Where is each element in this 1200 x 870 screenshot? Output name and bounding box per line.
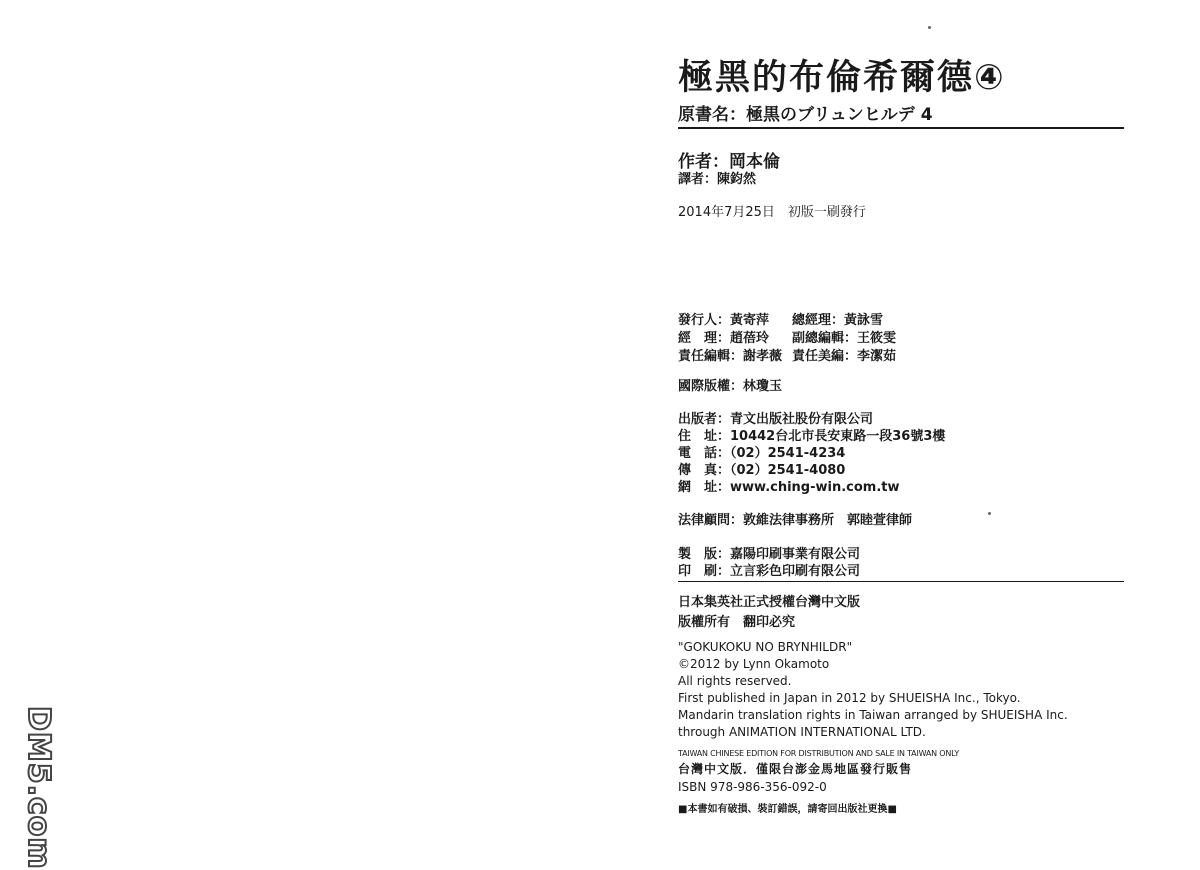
staff-left: 責任編輯：謝孝薇: [678, 349, 783, 364]
printing-info: [678, 543, 978, 577]
distribution-english: TAIWAN CHINESE EDITION FOR DISTRIBUTION AND SALE IN TAIWAN ONLY: [678, 749, 960, 758]
publisher-website: 網 址：www.ching-win.com.tw: [678, 480, 900, 495]
staff-right: 責任美編：李潔茹: [792, 349, 897, 364]
publisher-info: [678, 408, 978, 493]
english-credits: [678, 640, 1124, 742]
book-title: 極黑的布倫希爾德④: [678, 58, 1006, 98]
staff-credits: [678, 309, 978, 363]
publisher-name: 出版者：青文出版社股份有限公司: [678, 412, 874, 427]
staff-left: 發行人：黃寄萍: [678, 313, 770, 328]
damage-notice: ■本書如有破損、裝訂錯誤，請寄回出版社更換■: [678, 804, 897, 815]
staff-row: [678, 345, 978, 363]
copyright-line: 版權所有 翻印必究: [678, 615, 796, 630]
agency: through ANIMATION INTERNATIONAL LTD.: [678, 725, 926, 739]
publisher-address: 住 址：10442台北市長安東路一段36號3樓: [678, 429, 946, 444]
scan-speck: [988, 512, 991, 515]
staff-right: 副總編輯：王筱雯: [792, 331, 897, 346]
publisher-fax: 傳 真：（02）2541-4080: [678, 463, 846, 478]
watermark-text: DM5.com: [21, 706, 56, 870]
legal-advisor: 法律顧問：敦維法律事務所 郭睦萱律師: [678, 513, 913, 528]
authorization-notice: [678, 591, 978, 631]
staff-row: [678, 327, 978, 345]
copyright-holder: ©2012 by Lynn Okamoto: [678, 657, 830, 671]
original-title: 原書名：極黒のブリュンヒルデ 4: [678, 105, 933, 125]
section-divider: [678, 581, 1124, 582]
license-line: 日本集英社正式授權台灣中文版: [678, 595, 861, 610]
title-divider: [678, 127, 1124, 129]
staff-left: 經 理：趙蓓玲: [678, 331, 770, 346]
distribution-chinese: 台灣中文版．僅限台澎金馬地區發行販售: [678, 762, 913, 776]
original-work-title: "GOKUKOKU NO BRYNHILDR": [678, 640, 853, 654]
staff-right: 總經理：黃詠雪: [792, 313, 884, 328]
staff-row: [678, 309, 978, 327]
rights-reserved: All rights reserved.: [678, 674, 792, 688]
publish-date: 2014年7月25日 初版一刷發行: [678, 205, 866, 220]
scan-speck: [928, 26, 931, 29]
publisher-phone: 電 話：（02）2541-4234: [678, 446, 846, 461]
translation-rights: Mandarin translation rights in Taiwan arranged by SHUEISHA Inc.: [678, 708, 1068, 722]
site-watermark-logo: [4, 704, 64, 870]
translator-credit: 譯者：陳鈞然: [678, 172, 757, 187]
rights-manager: 國際版權：林瓊玉: [678, 379, 783, 394]
printer: 印 刷：立言彩色印刷有限公司: [678, 564, 861, 579]
author-credit: 作者：岡本倫: [678, 152, 780, 172]
isbn: ISBN 978-986-356-092-0: [678, 780, 827, 794]
plate-maker: 製 版：嘉陽印刷事業有限公司: [678, 547, 861, 562]
first-published: First published in Japan in 2012 by SHUEISHA Inc., Tokyo.: [678, 691, 1021, 705]
